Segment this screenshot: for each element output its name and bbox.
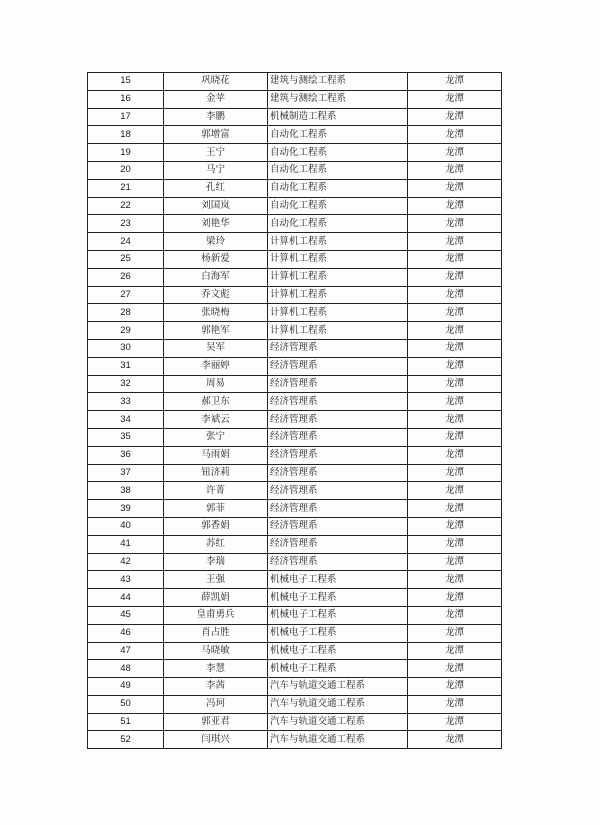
row-number-cell: 39 <box>88 500 164 518</box>
person-name-cell: 李鹏 <box>164 108 268 126</box>
department-cell: 经济管理系 <box>268 339 408 357</box>
campus-cell: 龙潭 <box>408 482 502 500</box>
person-name-cell: 李慧 <box>164 660 268 678</box>
department-cell: 经济管理系 <box>268 446 408 464</box>
department-cell: 经济管理系 <box>268 517 408 535</box>
campus-cell: 龙潭 <box>408 286 502 304</box>
person-name-cell: 马宁 <box>164 161 268 179</box>
campus-cell: 龙潭 <box>408 161 502 179</box>
department-cell: 计算机工程系 <box>268 304 408 322</box>
row-number-cell: 44 <box>88 589 164 607</box>
table-row <box>88 161 502 179</box>
row-number-cell: 34 <box>88 411 164 429</box>
department-cell: 机械电子工程系 <box>268 589 408 607</box>
staff-roster-table <box>87 72 502 749</box>
campus-cell: 龙潭 <box>408 678 502 696</box>
row-number-cell: 40 <box>88 517 164 535</box>
campus-cell: 龙潭 <box>408 411 502 429</box>
table-row <box>88 357 502 375</box>
department-cell: 自动化工程系 <box>268 215 408 233</box>
row-number-cell: 36 <box>88 446 164 464</box>
person-name-cell: 马晓敏 <box>164 642 268 660</box>
table-row <box>88 713 502 731</box>
table-row <box>88 304 502 322</box>
table-row <box>88 286 502 304</box>
person-name-cell: 郝卫东 <box>164 393 268 411</box>
table-row <box>88 553 502 571</box>
department-cell: 汽车与轨道交通工程系 <box>268 678 408 696</box>
person-name-cell: 王强 <box>164 571 268 589</box>
campus-cell: 龙潭 <box>408 126 502 144</box>
campus-cell: 龙潭 <box>408 322 502 340</box>
table-row <box>88 464 502 482</box>
campus-cell: 龙潭 <box>408 90 502 108</box>
table-row <box>88 339 502 357</box>
row-number-cell: 22 <box>88 197 164 215</box>
campus-cell: 龙潭 <box>408 375 502 393</box>
person-name-cell: 刘国岚 <box>164 197 268 215</box>
person-name-cell: 马雨娟 <box>164 446 268 464</box>
person-name-cell: 皇甫勇兵 <box>164 606 268 624</box>
campus-cell: 龙潭 <box>408 108 502 126</box>
row-number-cell: 16 <box>88 90 164 108</box>
department-cell: 机械电子工程系 <box>268 642 408 660</box>
table-row <box>88 446 502 464</box>
department-cell: 机械制造工程系 <box>268 108 408 126</box>
row-number-cell: 26 <box>88 268 164 286</box>
table-row <box>88 197 502 215</box>
campus-cell: 龙潭 <box>408 197 502 215</box>
campus-cell: 龙潭 <box>408 215 502 233</box>
person-name-cell: 梁玲 <box>164 233 268 251</box>
person-name-cell: 郭艳军 <box>164 322 268 340</box>
campus-cell: 龙潭 <box>408 393 502 411</box>
campus-cell: 龙潭 <box>408 517 502 535</box>
table-row <box>88 660 502 678</box>
row-number-cell: 31 <box>88 357 164 375</box>
campus-cell: 龙潭 <box>408 144 502 162</box>
department-cell: 经济管理系 <box>268 482 408 500</box>
campus-cell: 龙潭 <box>408 339 502 357</box>
person-name-cell: 刘艳华 <box>164 215 268 233</box>
row-number-cell: 25 <box>88 250 164 268</box>
row-number-cell: 43 <box>88 571 164 589</box>
campus-cell: 龙潭 <box>408 357 502 375</box>
campus-cell: 龙潭 <box>408 73 502 91</box>
department-cell: 建筑与测绘工程系 <box>268 90 408 108</box>
table-row <box>88 73 502 91</box>
department-cell: 经济管理系 <box>268 535 408 553</box>
row-number-cell: 29 <box>88 322 164 340</box>
department-cell: 计算机工程系 <box>268 268 408 286</box>
department-cell: 汽车与轨道交通工程系 <box>268 713 408 731</box>
campus-cell: 龙潭 <box>408 713 502 731</box>
campus-cell: 龙潭 <box>408 179 502 197</box>
table-row <box>88 179 502 197</box>
row-number-cell: 35 <box>88 428 164 446</box>
campus-cell: 龙潭 <box>408 624 502 642</box>
department-cell: 经济管理系 <box>268 553 408 571</box>
person-name-cell: 李瑞 <box>164 553 268 571</box>
table-row <box>88 624 502 642</box>
person-name-cell: 白海军 <box>164 268 268 286</box>
row-number-cell: 30 <box>88 339 164 357</box>
person-name-cell: 金苹 <box>164 90 268 108</box>
person-name-cell: 张晓梅 <box>164 304 268 322</box>
table-row <box>88 482 502 500</box>
table-row <box>88 571 502 589</box>
person-name-cell: 乔文彪 <box>164 286 268 304</box>
campus-cell: 龙潭 <box>408 428 502 446</box>
department-cell: 计算机工程系 <box>268 286 408 304</box>
campus-cell: 龙潭 <box>408 446 502 464</box>
table-row <box>88 428 502 446</box>
person-name-cell: 李茜 <box>164 678 268 696</box>
table-row <box>88 250 502 268</box>
row-number-cell: 41 <box>88 535 164 553</box>
row-number-cell: 47 <box>88 642 164 660</box>
row-number-cell: 45 <box>88 606 164 624</box>
table-row <box>88 606 502 624</box>
campus-cell: 龙潭 <box>408 553 502 571</box>
row-number-cell: 20 <box>88 161 164 179</box>
campus-cell: 龙潭 <box>408 606 502 624</box>
department-cell: 自动化工程系 <box>268 197 408 215</box>
campus-cell: 龙潭 <box>408 500 502 518</box>
table-row <box>88 535 502 553</box>
person-name-cell: 许菁 <box>164 482 268 500</box>
department-cell: 经济管理系 <box>268 411 408 429</box>
campus-cell: 龙潭 <box>408 660 502 678</box>
roster-table-body <box>88 73 502 749</box>
row-number-cell: 51 <box>88 713 164 731</box>
campus-cell: 龙潭 <box>408 571 502 589</box>
row-number-cell: 23 <box>88 215 164 233</box>
department-cell: 机械电子工程系 <box>268 571 408 589</box>
department-cell: 汽车与轨道交通工程系 <box>268 695 408 713</box>
person-name-cell: 李丽婷 <box>164 357 268 375</box>
table-row <box>88 642 502 660</box>
person-name-cell: 张宁 <box>164 428 268 446</box>
campus-cell: 龙潭 <box>408 250 502 268</box>
person-name-cell: 郭菲 <box>164 500 268 518</box>
department-cell: 经济管理系 <box>268 357 408 375</box>
table-row <box>88 108 502 126</box>
row-number-cell: 32 <box>88 375 164 393</box>
campus-cell: 龙潭 <box>408 268 502 286</box>
department-cell: 计算机工程系 <box>268 250 408 268</box>
table-row <box>88 215 502 233</box>
row-number-cell: 46 <box>88 624 164 642</box>
person-name-cell: 吴军 <box>164 339 268 357</box>
department-cell: 自动化工程系 <box>268 179 408 197</box>
department-cell: 机械电子工程系 <box>268 660 408 678</box>
department-cell: 机械电子工程系 <box>268 606 408 624</box>
person-name-cell: 李斌云 <box>164 411 268 429</box>
department-cell: 汽车与轨道交通工程系 <box>268 731 408 749</box>
table-row <box>88 695 502 713</box>
row-number-cell: 50 <box>88 695 164 713</box>
campus-cell: 龙潭 <box>408 535 502 553</box>
department-cell: 经济管理系 <box>268 500 408 518</box>
department-cell: 计算机工程系 <box>268 322 408 340</box>
table-row <box>88 517 502 535</box>
department-cell: 自动化工程系 <box>268 126 408 144</box>
department-cell: 计算机工程系 <box>268 233 408 251</box>
table-row <box>88 500 502 518</box>
department-cell: 经济管理系 <box>268 375 408 393</box>
person-name-cell: 冯珂 <box>164 695 268 713</box>
table-row <box>88 90 502 108</box>
row-number-cell: 42 <box>88 553 164 571</box>
department-cell: 自动化工程系 <box>268 144 408 162</box>
row-number-cell: 28 <box>88 304 164 322</box>
campus-cell: 龙潭 <box>408 642 502 660</box>
row-number-cell: 21 <box>88 179 164 197</box>
row-number-cell: 27 <box>88 286 164 304</box>
person-name-cell: 巩晓花 <box>164 73 268 91</box>
campus-cell: 龙潭 <box>408 731 502 749</box>
row-number-cell: 15 <box>88 73 164 91</box>
department-cell: 建筑与测绘工程系 <box>268 73 408 91</box>
row-number-cell: 37 <box>88 464 164 482</box>
person-name-cell: 肖占胜 <box>164 624 268 642</box>
table-row <box>88 322 502 340</box>
row-number-cell: 38 <box>88 482 164 500</box>
row-number-cell: 48 <box>88 660 164 678</box>
row-number-cell: 52 <box>88 731 164 749</box>
table-row <box>88 144 502 162</box>
row-number-cell: 18 <box>88 126 164 144</box>
person-name-cell: 郭香娟 <box>164 517 268 535</box>
department-cell: 自动化工程系 <box>268 161 408 179</box>
table-row <box>88 678 502 696</box>
person-name-cell: 钮济莉 <box>164 464 268 482</box>
table-row <box>88 411 502 429</box>
table-row <box>88 589 502 607</box>
person-name-cell: 王宁 <box>164 144 268 162</box>
table-row <box>88 126 502 144</box>
table-row <box>88 233 502 251</box>
table-row <box>88 375 502 393</box>
person-name-cell: 闫琪兴 <box>164 731 268 749</box>
table-row <box>88 268 502 286</box>
person-name-cell: 苏红 <box>164 535 268 553</box>
person-name-cell: 孔红 <box>164 179 268 197</box>
campus-cell: 龙潭 <box>408 304 502 322</box>
row-number-cell: 49 <box>88 678 164 696</box>
person-name-cell: 杨新爱 <box>164 250 268 268</box>
campus-cell: 龙潭 <box>408 589 502 607</box>
person-name-cell: 薛凯娟 <box>164 589 268 607</box>
campus-cell: 龙潭 <box>408 233 502 251</box>
person-name-cell: 郭增富 <box>164 126 268 144</box>
person-name-cell: 周易 <box>164 375 268 393</box>
row-number-cell: 17 <box>88 108 164 126</box>
department-cell: 经济管理系 <box>268 428 408 446</box>
person-name-cell: 郭亚君 <box>164 713 268 731</box>
department-cell: 机械电子工程系 <box>268 624 408 642</box>
row-number-cell: 24 <box>88 233 164 251</box>
department-cell: 经济管理系 <box>268 393 408 411</box>
department-cell: 经济管理系 <box>268 464 408 482</box>
campus-cell: 龙潭 <box>408 695 502 713</box>
row-number-cell: 33 <box>88 393 164 411</box>
row-number-cell: 19 <box>88 144 164 162</box>
campus-cell: 龙潭 <box>408 464 502 482</box>
table-row <box>88 731 502 749</box>
table-row <box>88 393 502 411</box>
